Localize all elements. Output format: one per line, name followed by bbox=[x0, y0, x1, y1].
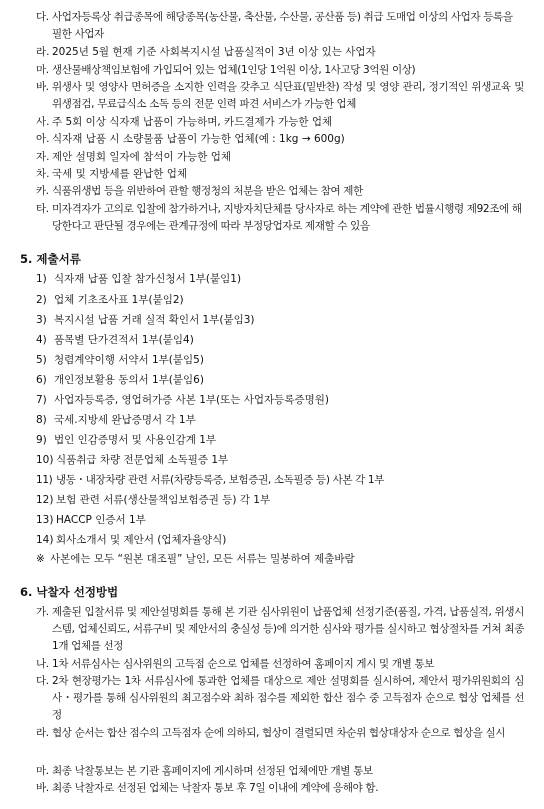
item-marker: 7) bbox=[36, 394, 47, 406]
selection-item-na bbox=[36, 656, 524, 673]
item-text: 국세 및 지방세를 완납한 업체 bbox=[52, 168, 188, 180]
item-marker: 12) bbox=[36, 494, 54, 506]
section-6-heading: 6. 낙찰자 선정방법 bbox=[20, 585, 119, 599]
item-marker: 사. bbox=[36, 116, 50, 128]
item-text: 사업자등록증, 영업허가증 사본 1부(또는 사업자등록증명원) bbox=[54, 394, 329, 406]
list-item-sa bbox=[36, 114, 524, 131]
item-text: 2025년 5월 현재 기준 사회복지시설 납품실적이 3년 이상 있는 사업자 bbox=[52, 46, 376, 58]
selection-item-ba bbox=[36, 780, 524, 797]
item-marker: 8) bbox=[36, 414, 47, 426]
doc-item-6 bbox=[36, 372, 524, 389]
item-marker: 카. bbox=[36, 185, 49, 197]
item-text: 업체 기초조사표 1부(붙임2) bbox=[54, 294, 184, 306]
item-text: 미자격자가 고의로 입찰에 참가하거나, 지방자치단체를 당사자로 하는 계약에 관한 법률시행령 제92조에 해당한다고 판단될 경우에는 관계규정에 따라 부정당업자로 제재할 수 있음 bbox=[52, 203, 522, 232]
item-marker: 4) bbox=[36, 334, 47, 346]
item-text: HACCP 인증서 1부 bbox=[56, 514, 146, 526]
item-marker: 11) bbox=[36, 474, 53, 486]
list-item-ba bbox=[36, 79, 524, 113]
item-marker: 1) bbox=[36, 273, 47, 285]
list-item-cha bbox=[36, 166, 524, 183]
item-text: 최종 낙찰통보는 본 기관 홈페이지에 게시하며 선정된 업체에만 개별 통보 bbox=[52, 765, 373, 777]
doc-item-8 bbox=[36, 412, 524, 429]
item-text: 최종 낙찰자로 선정된 업체는 낙찰자 통보 후 7일 이내에 계약에 응해야 함. bbox=[52, 782, 379, 794]
doc-item-12 bbox=[36, 492, 524, 509]
selection-item-ma bbox=[36, 763, 524, 780]
item-marker: 바. bbox=[36, 782, 49, 794]
list-item-ja bbox=[36, 149, 524, 166]
item-text: 생산물배상책임보험에 가입되어 있는 업체(1인당 1억원 이상, 1사고당 3억원 이상) bbox=[52, 64, 416, 76]
item-marker: 10) bbox=[36, 454, 54, 466]
list-item-ma bbox=[36, 62, 524, 79]
doc-item-5 bbox=[36, 352, 524, 369]
item-marker: 9) bbox=[36, 434, 47, 446]
item-text: 회사소개서 및 제안서 (업체자율양식) bbox=[56, 534, 227, 546]
item-text: 보험 관련 서류(생산물책임보험증권 등) 각 1부 bbox=[56, 494, 271, 506]
item-marker: 6) bbox=[36, 374, 47, 386]
item-text: 주 5회 이상 식자재 납품이 가능하며, 카드결제가 가능한 업체 bbox=[52, 116, 333, 128]
item-marker: 라. bbox=[36, 727, 49, 739]
item-text: 2차 현장평가는 1차 서류심사에 통과한 업체를 대상으로 제안 설명회를 실시하여, 제안서 평가위원회의 심사・평가를 통해 심사위원의 최고점수와 최하 점수를 제외한 합산 점수 중 고득점자 순으로 협상 업체를 선정 bbox=[52, 675, 524, 721]
item-text: 식자재 납품 입찰 참가신청서 1부(붙임1) bbox=[54, 273, 242, 285]
item-marker: 타. bbox=[36, 203, 49, 215]
submission-note bbox=[36, 551, 524, 568]
item-marker: 5) bbox=[36, 354, 47, 366]
note-marker: ※ bbox=[36, 553, 45, 565]
doc-item-4 bbox=[36, 332, 524, 349]
item-marker: 13) bbox=[36, 514, 54, 526]
item-marker: 3) bbox=[36, 314, 47, 326]
selection-item-ra bbox=[36, 725, 524, 742]
list-item-ka bbox=[36, 183, 524, 200]
item-marker: 차. bbox=[36, 168, 50, 180]
item-text: 품목별 단가견적서 1부(붙임4) bbox=[54, 334, 194, 346]
item-marker: 바. bbox=[36, 81, 49, 93]
item-text: 국세.지방세 완납증명서 각 1부 bbox=[54, 414, 196, 426]
item-marker: 14) bbox=[36, 534, 54, 546]
selection-item-da bbox=[36, 673, 524, 724]
item-text: 위생사 및 영양사 면허증을 소지한 인력을 갖추고 식단표(밑반찬) 작성 및 영양 관리, 정기적인 위생교육 및 위생점검, 무료급식소 소독 등의 전문 인력 파견 서비스가 가능한 업체 bbox=[52, 81, 524, 110]
item-marker: 아. bbox=[36, 133, 50, 145]
doc-item-9 bbox=[36, 432, 524, 449]
item-text: 사업자등록상 취급종목에 해당종목(농산물, 축산물, 수산물, 공산품 등) 취급 도매업 이상의 사업자 등록을 필한 사업자 bbox=[52, 11, 513, 40]
item-text: 협상 순서는 합산 점수의 고득점자 순에 의하되, 협상이 결렬되면 차순위 협상대상자 순으로 협상을 실시 bbox=[52, 727, 506, 739]
doc-item-7 bbox=[36, 392, 524, 409]
doc-item-14 bbox=[36, 532, 524, 549]
list-item-ta bbox=[36, 201, 524, 235]
item-text: 개인정보활용 동의서 1부(붙임6) bbox=[54, 374, 204, 386]
item-marker: 마. bbox=[36, 64, 49, 76]
section-5-heading: 5. 제출서류 bbox=[20, 252, 81, 266]
item-text: 냉동・내장차량 관련 서류(차량등록증, 보험증권, 소독필증 등) 사본 각 1부 bbox=[56, 474, 385, 486]
list-item-a bbox=[36, 131, 524, 148]
item-marker: 나. bbox=[36, 658, 49, 670]
doc-item-1 bbox=[36, 271, 524, 288]
item-text: 1차 서류심사는 심사위원의 고득점 순으로 업체를 선정하여 홈페이지 게시 및 개별 통보 bbox=[52, 658, 434, 670]
item-text: 복지시설 납품 거래 실적 확인서 1부(붙임3) bbox=[54, 314, 255, 326]
doc-item-13 bbox=[36, 512, 524, 529]
item-text: 제출된 입찰서류 및 제안설명회를 통해 본 기관 심사위원이 납품업체 선정기준(품질, 가격, 납품실적, 위생시스템, 업체신뢰도, 서류구비 및 제안서의 충실성 등)에 의거한 심사와 평가를 실시하고 협상절차를 거쳐 최종 1개 업체를 선정 bbox=[52, 606, 524, 652]
item-marker: 가. bbox=[36, 606, 49, 618]
item-text: 식품취급 차량 전문업체 소독필증 1부 bbox=[56, 454, 229, 466]
item-marker: 2) bbox=[36, 294, 47, 306]
item-text: 법인 인감증명서 및 사용인감계 1부 bbox=[54, 434, 217, 446]
item-marker: 다. bbox=[36, 675, 49, 687]
item-marker: 자. bbox=[36, 151, 50, 163]
item-text: 식품위생법 등을 위반하여 관할 행정청의 처분을 받은 업체는 참여 제한 bbox=[52, 185, 363, 197]
item-text: 청렴계약이행 서약서 1부(붙임5) bbox=[54, 354, 204, 366]
selection-item-ga bbox=[36, 604, 524, 655]
doc-item-10 bbox=[36, 452, 524, 469]
item-text: 제안 설명회 일자에 참석이 가능한 업체 bbox=[52, 151, 231, 163]
item-text: 식자재 납품 시 소량물품 납품이 가능한 업체(예 : 1kg → 600g) bbox=[52, 133, 345, 145]
doc-item-3 bbox=[36, 312, 524, 329]
item-marker: 다. bbox=[36, 11, 49, 23]
doc-item-11 bbox=[36, 472, 524, 489]
item-marker: 라. bbox=[36, 46, 50, 58]
item-marker: 마. bbox=[36, 765, 49, 777]
list-item-ra bbox=[36, 44, 524, 61]
doc-item-2 bbox=[36, 292, 524, 309]
list-item-da bbox=[36, 9, 524, 43]
note-text: 사본에는 모두 “원본 대조필” 날인, 모든 서류는 밀봉하여 제출바람 bbox=[50, 553, 355, 565]
